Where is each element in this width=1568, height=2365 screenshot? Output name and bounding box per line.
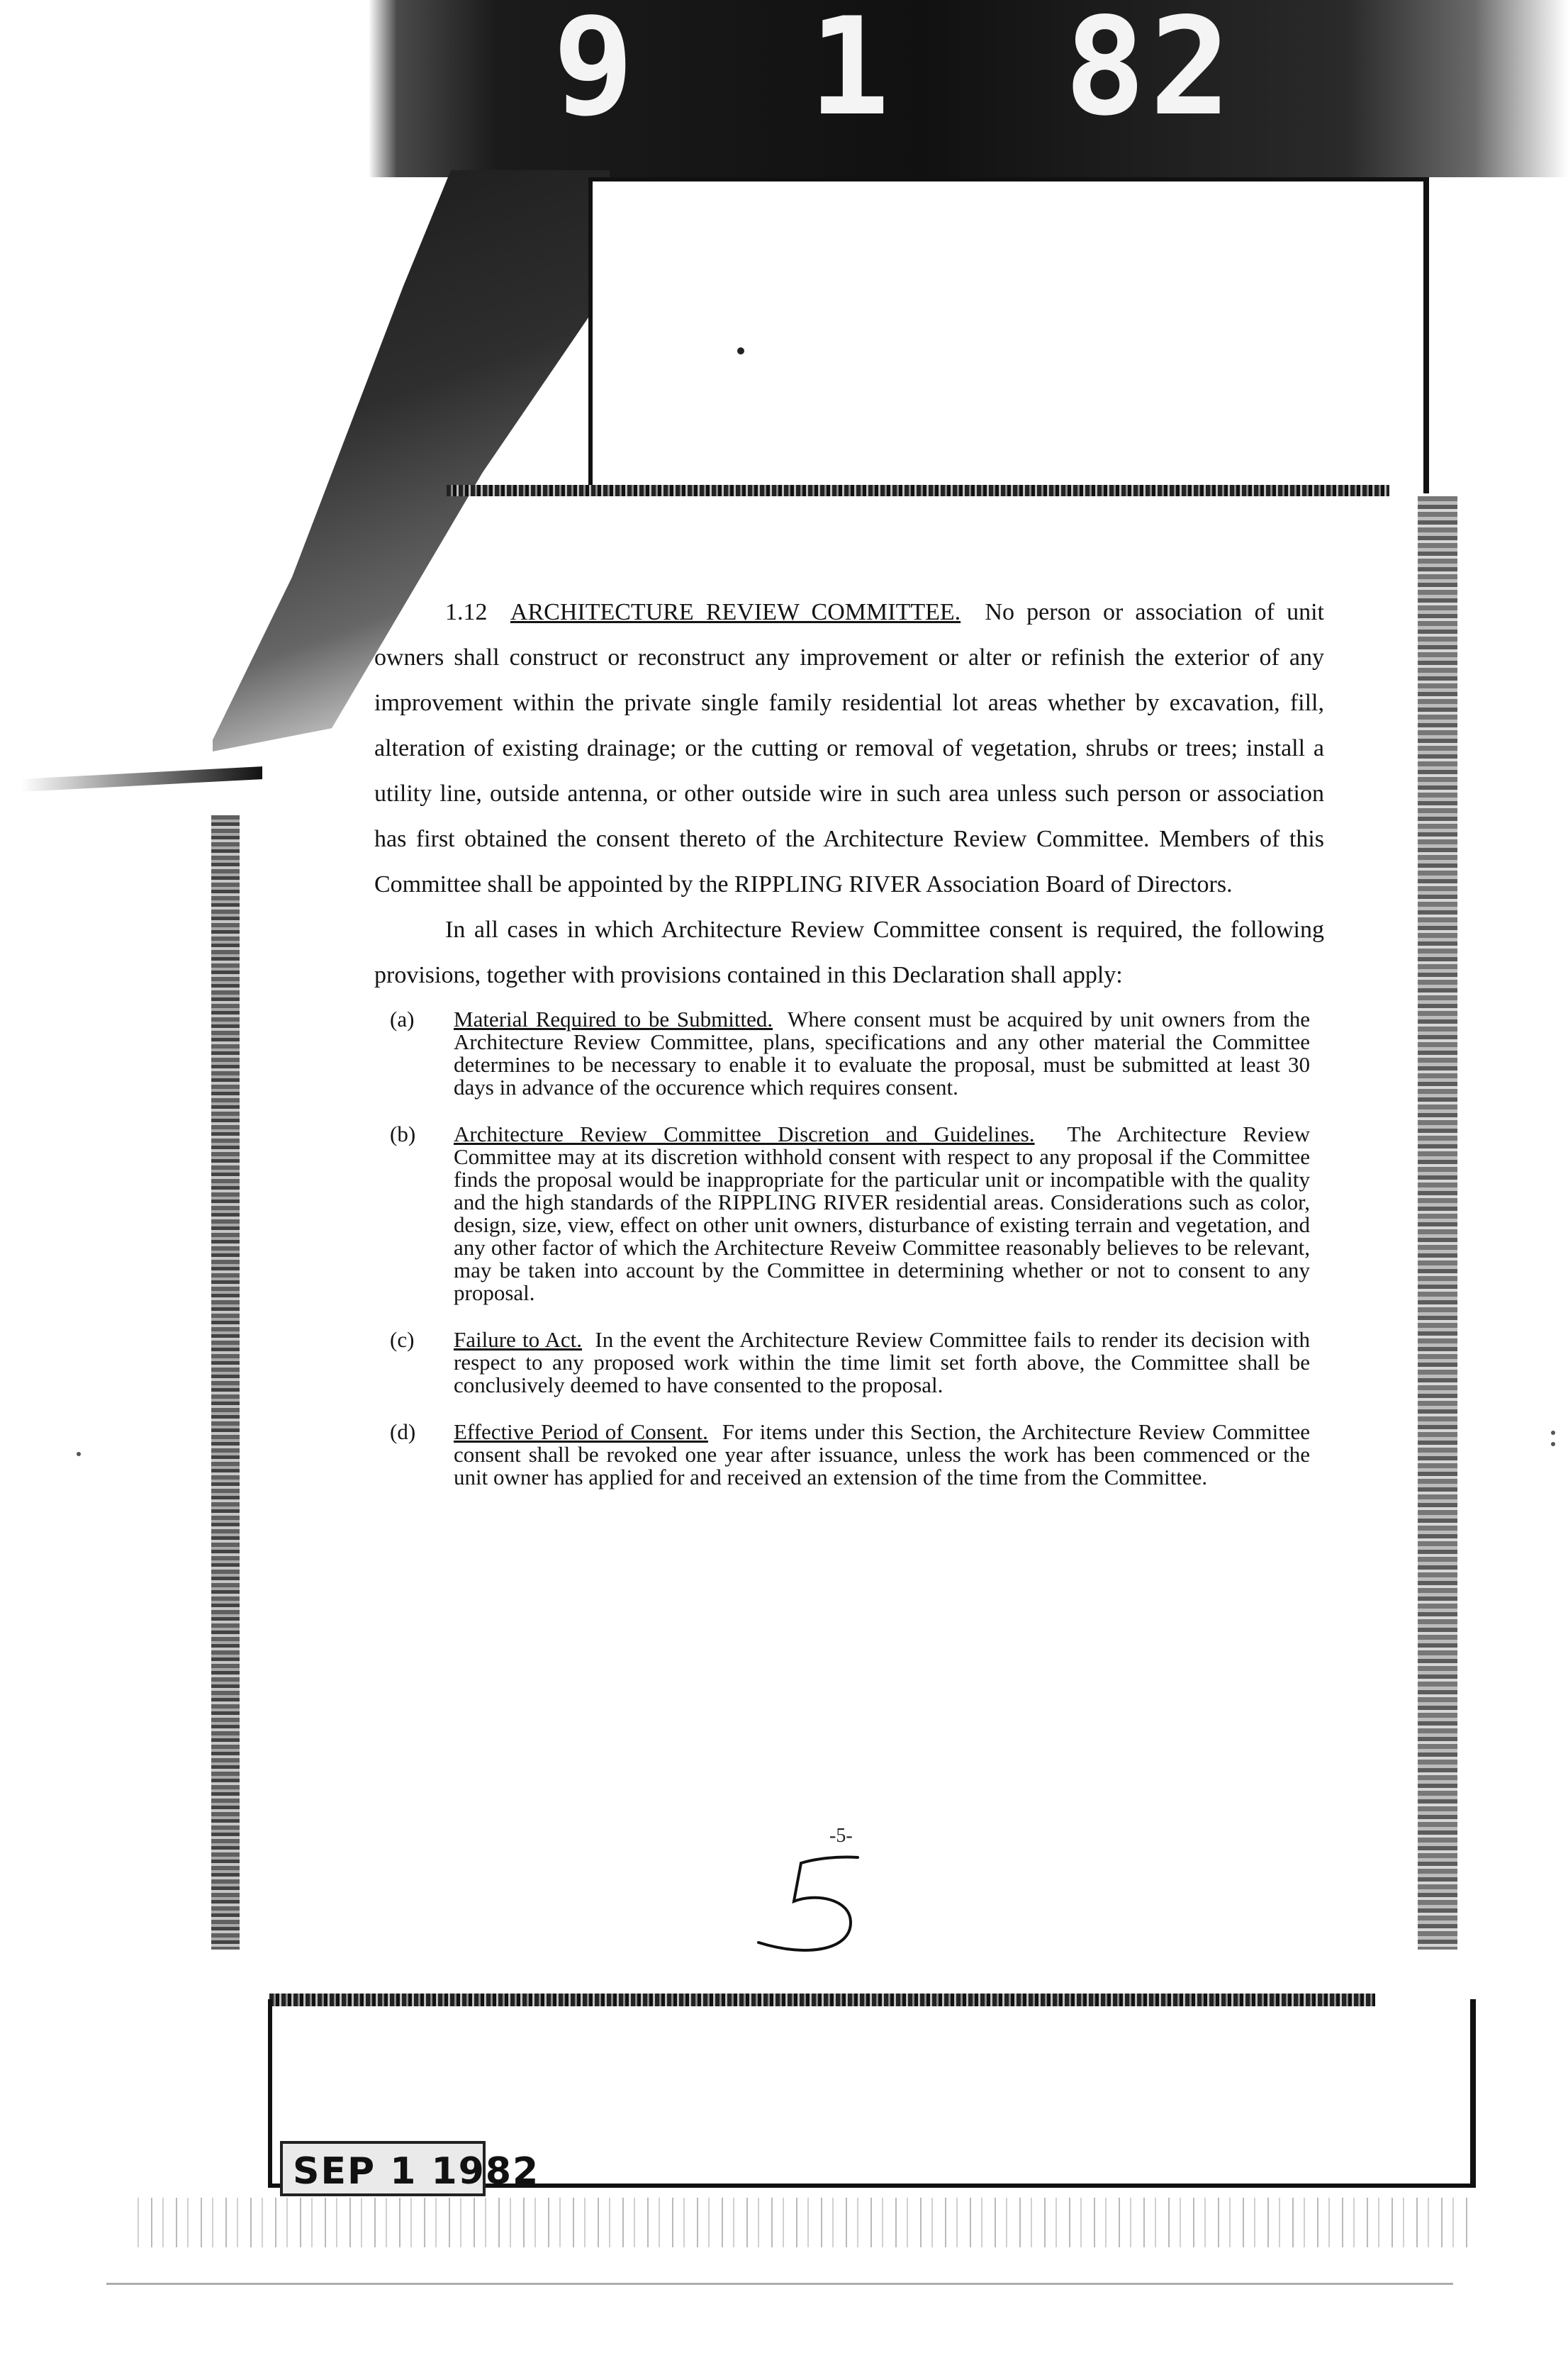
- right-scan-border: [1418, 496, 1457, 1950]
- provision-text: Where consent must be acquired by unit owners from the Architecture Review Committee, plans, specifications and any other material the Committee determines to be necessary to enable it to evaluate the proposal, must be submitted at least 30 days in advance of the occurence which requires consent.: [454, 1007, 1310, 1100]
- section-heading: ARCHITECTURE REVIEW COMMITTEE.: [510, 599, 961, 625]
- provisions-intro-paragraph: In all cases in which Architecture Review Committee consent is required, the following provisions, together with provisions contained in this Declaration shall apply:: [374, 917, 1324, 988]
- scan-edge-line: [106, 2283, 1453, 2285]
- top-divider-rule: [447, 485, 1389, 496]
- scan-speck: [1551, 1431, 1555, 1435]
- list-item: [374, 1329, 1324, 1397]
- provision-text: In the event the Architecture Review Committee fails to render its decision with respect to any proposed work within the time limit set forth above, the Committee shall be conclusively deemed to have consented to the proposal.: [454, 1327, 1310, 1397]
- section-text: No person or association of unit owners shall construct or reconstruct any improvement or alter or refinish the exterior of any improvement within the private single family residential lot areas whether by excavation, fill, alteration of existing drainage; or the cutting or removal of vegetation, shrubs or trees; install a utility line, outside antenna, or other outside wire in such area unless such person or association has first obtained the consent thereto of the Architecture Review Committee. Members of this Committee shall be appointed by the RIPPLING RIVER Association Board of Directors.: [374, 599, 1325, 898]
- received-date-stamp: SEP 1 1982: [280, 2141, 486, 2196]
- scan-speck: [737, 347, 744, 354]
- scan-edge-streak: [21, 766, 262, 792]
- provision-label: (d): [390, 1419, 416, 1444]
- provision-text: The Architecture Review Committee may at its discretion withhold consent with respect to any proposal if the Committee finds the proposal would be inappropriate for the particular unit or incompatible with the quality and the high standards of the RIPPLING RIVER residential areas. Considerations such as color, design, size, view, effect on other unit owners, disturbance of existing terrain and vegetation, and any other factor of which the Architecture Reveiw Committee reasonably believes to be relevant, may be taken into account by the Committee in determining whether or not to consent to any proposal.: [454, 1122, 1311, 1305]
- provision-label: (c): [390, 1327, 415, 1352]
- list-item: [374, 1123, 1324, 1304]
- handwritten-page-number: [751, 1843, 872, 1964]
- provision-text: For items under this Section, the Architecture Review Committee consent shall be revoked one year after issuance, unless the work has been commenced or the unit owner has applied for and received an extension of the time from the Committee.: [454, 1419, 1310, 1489]
- provision-title: Material Required to be Submitted.: [454, 1007, 773, 1031]
- provision-title: Architecture Review Committee Discretion and Guidelines.: [454, 1122, 1035, 1146]
- film-frame-number: 9 1 82: [553, 0, 1236, 145]
- list-item: [374, 1421, 1324, 1489]
- provision-title: Failure to Act.: [454, 1327, 583, 1352]
- scan-noise: [128, 2198, 1474, 2247]
- provisions-list: [374, 1008, 1324, 1489]
- scan-speck: [1551, 1442, 1555, 1446]
- document-body: [374, 590, 1324, 1513]
- list-item: [374, 1008, 1324, 1099]
- provision-label: (b): [390, 1122, 416, 1146]
- section-1-12-paragraph: [374, 590, 1324, 907]
- page-number: -5-: [829, 1825, 853, 1847]
- provision-label: (a): [390, 1007, 415, 1031]
- provision-title: Effective Period of Consent.: [454, 1419, 708, 1444]
- left-scan-border: [211, 815, 240, 1950]
- upper-frame: [588, 177, 1429, 493]
- section-number: 1.12: [445, 599, 488, 625]
- scan-speck: [77, 1452, 81, 1456]
